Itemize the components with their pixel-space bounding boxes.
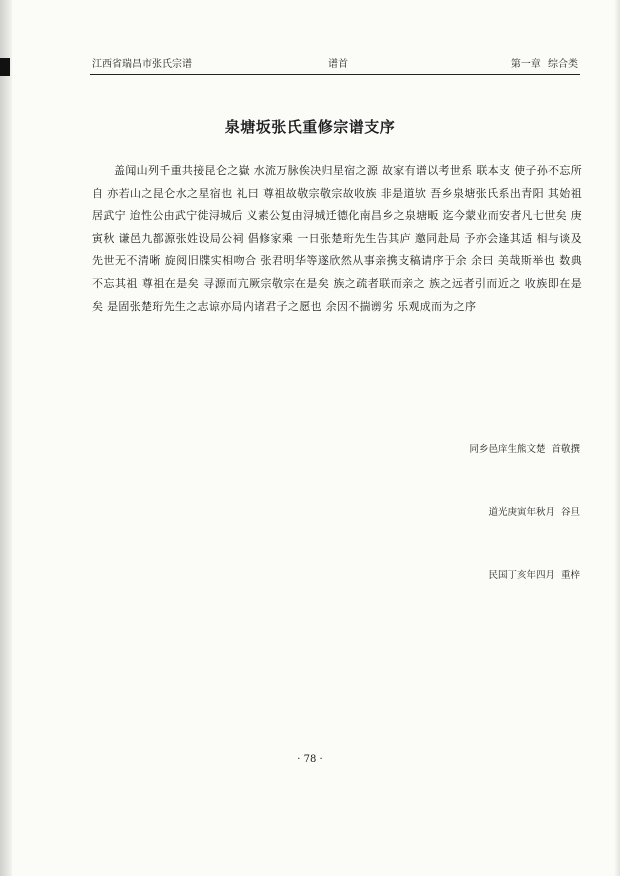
signature-original-date: 道光庚寅年秋月 谷旦 (488, 507, 580, 518)
signature-author: 同乡邑庠生熊文楚 首敬撰 (469, 444, 580, 455)
preface-body: 盖闻山列千重共接昆仑之嶽 水流万脉俟决归星宿之源 故家有谱以考世系 联本支 使子孙不忘所自 亦若山之昆仑水之星宿也 礼曰 尊祖故敬宗敬宗故收族 非是道欤 吾乡泉塘张氏系出青阳 其始祖居武宁 迨性公由武宁徙浔城后 义素公复由浔城迁德化南昌乡之泉塘畈 迄今蒙业而安者凡七世矣 庚寅秋 谦邑九都源张姓设局公祠 倡修家乘 一日张楚珩先生告其庐 邀同赴局 予亦会逢其适 相与谈及先世无不清晰 旋阅旧牒实相吻合 张君明华等遂欣然从事亲携支稿请序于余 余曰 美哉斯举也 数典不忘其祖 尊祖在是矣 寻源而亢厥宗敬宗在是矣 族之疏者联而亲之 族之远者引而近之 收族即在是矣 是固张楚珩先生之志谅亦局内诸君子之愿也 余因不揣谫劣 乐观成而为之序 (92, 164, 582, 313)
page-title: 泉塘坂张氏重修宗谱支序 (224, 118, 396, 136)
scan-edge-mark (0, 58, 10, 76)
header-book-title: 江西省瑞昌市张氏宗谱 (92, 59, 192, 70)
header-section: 谱首 (328, 59, 348, 70)
running-header (92, 58, 578, 72)
signature-block (405, 397, 580, 607)
page-number: · 78 · (297, 754, 323, 765)
header-chapter: 第一章 综合类 (510, 59, 578, 70)
header-rule (90, 74, 580, 75)
signature-reprint-date: 民国丁亥年四月 重梓 (488, 570, 580, 581)
